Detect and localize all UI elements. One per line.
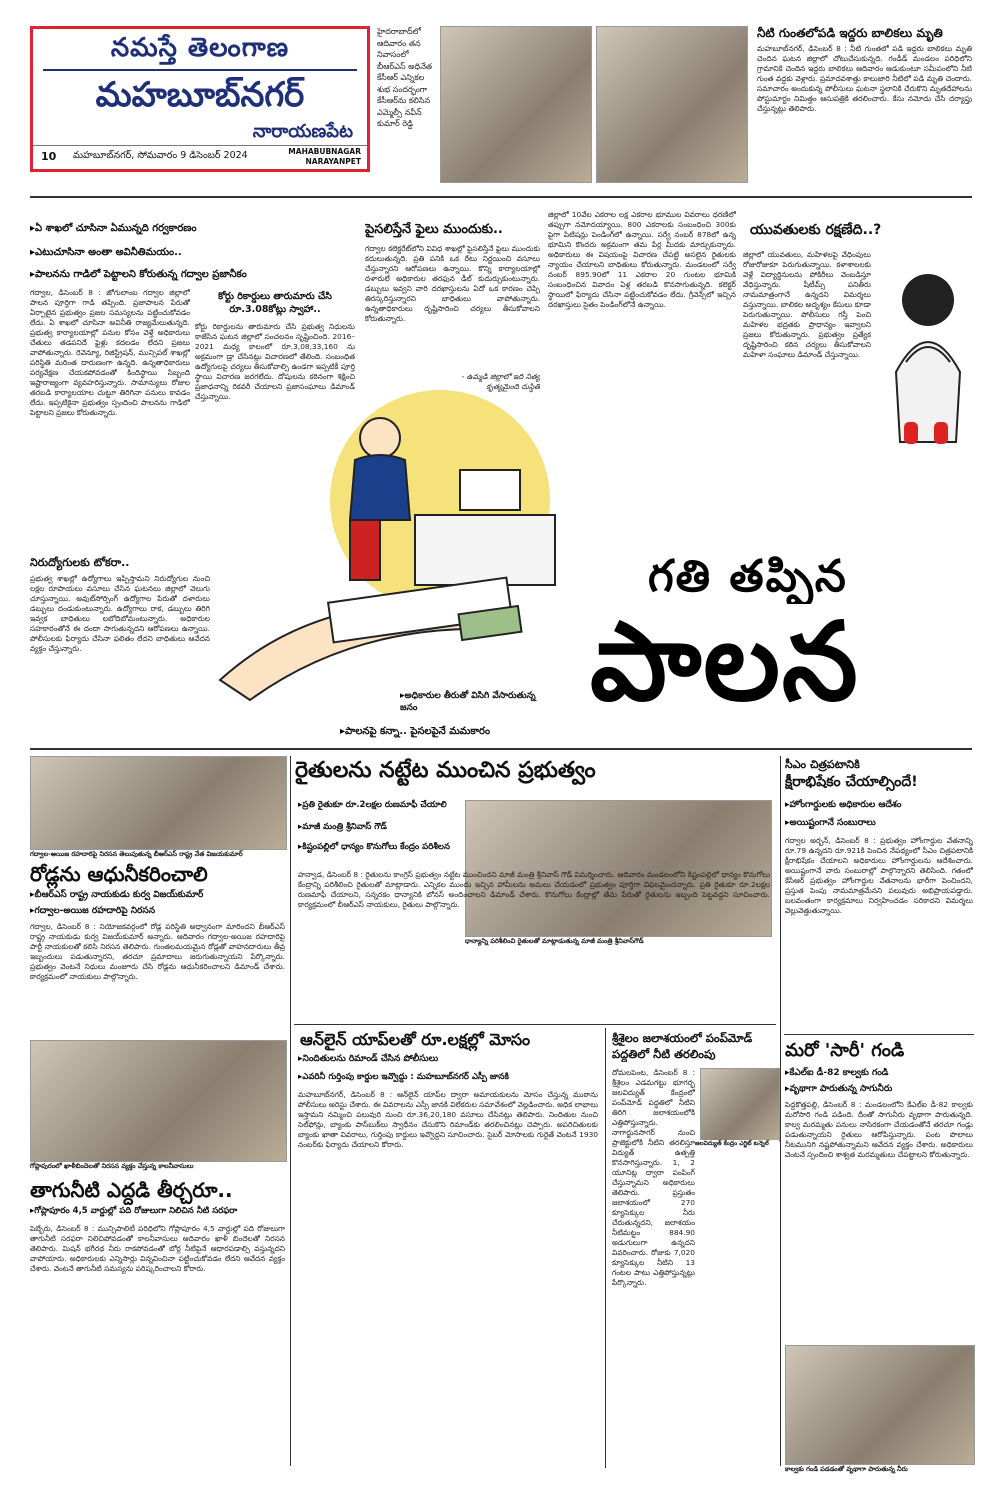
photo-canal-breach bbox=[785, 1345, 975, 1465]
story-farmers-body: హన్వాడ, డిసెంబర్ 8 : రైతులను కాంగ్రెస్ ప్రభుత్వం నట్టేట ముంచిందని మాజీ మంత్రి శ్రీనివాస్ గౌడ్ విమర్శించారు. ఆదివారం మండలంలోని కిష్టంపల్లిలో ధాన్యం కొనుగోలు కేంద్రాన్ని పరిశీలించి రైతులతో మాట్లాడారు. ఎన్నికల ముందు ఇచ్చిన హామీలను అమలు చేయడంలో ప్రభుత్వం పూర్తిగా విఫలమైందన్నారు. ప్రతి రైతుకూ రూ.2లక్షల రుణమాఫీ చేయాలని, సన్నరకం ధాన్యానికి బోనస్ అందించాలని డిమాండ్ చేశారు. కొనుగోలు కేంద్రాల్లో తేమ పేరుతో రైతులను ఇబ్బంది పెట్టవద్దని సూచించారు. కార్యక్రమంలో బీఆర్‌ఎస్ నాయకులు, రైతులు పాల్గొన్నారు. bbox=[298, 870, 770, 909]
story-online-headline: ఆన్‌లైన్ యాప్‌లతో రూ.లక్షల్లో మోసం bbox=[300, 1030, 531, 1049]
story-roads-body: గద్వాల, డిసెంబర్ 8 : నియోజకవర్గంలో రోడ్ల పరిస్థితి అధ్వానంగా మారిందని బీఆర్‌ఎస్ రాష్ట్ర నాయకుడు కుర్వ విజయ్‌కుమార్ అన్నారు. ఆదివారం గద్వాల-అయిజ రహదారిపై పార్టీ నాయకులతో కలిసి నిరసన తెలిపారు. గుంతలమయమైన రోడ్లతో వాహనదారులు తీవ్ర ఇబ్బందులు పడుతున్నారని, తరచూ ప్రమాదాలు జరుగుతున్నాయని పేర్కొన్నారు. ప్రభుత్వం వెంటనే నిధులు మంజూరు చేసి రోడ్లను ఆధునీకరించాలని డిమాండ్ చేశారు. కార్యక్రమంలో నాయకులు పాల్గొన్నారు. bbox=[30, 922, 285, 981]
story-farmers-bullet-3: ▸ కిష్టంపల్లిలో ధాన్యం కొనుగోలు కేంద్రం పరిశీలన bbox=[298, 842, 458, 854]
col1-sub-body: ప్రభుత్వ శాఖల్లో ఉద్యోగాలు ఇప్పిస్తామని నిరుద్యోగుల నుంచి లక్షల రూపాయలు వసూలు చేసిన ఘటనలు జిల్లాలో వెలుగు చూస్తున్నాయి. అవుట్‌సోర్సింగ్ ఉద్యోగాల పేరుతో దళారులు డబ్బులు దండుకుంటున్నారు. ఉద్యోగాలు రాక, డబ్బులు తిరిగి ఇవ్వక బాధితులు లబోదిబోమంటున్నారు. అధికారుల సహకారంతోనే ఈ దందా సాగుతున్నదని ఆరోపణలు ఉన్నాయి. పోలీసులకు ఫిర్యాదు చేసినా ఫలితం లేదని బాధితులు ఆవేదన వ్యక్తం చేస్తున్నారు. bbox=[30, 574, 210, 653]
col5-body: జిల్లాలో యువతులు, మహిళలపై వేధింపులు రోజురోజుకూ పెరుగుతున్నాయి. కళాశాలలకు వెళ్లే విద్యార్థినులను పోకిరీలు వెంబడిస్తూ వేధిస్తున్నారు. షీటీమ్స్ పనితీరు నామమాత్రంగానే ఉన్నదని విమర్శలు వస్తున్నాయి. బాలికల అదృశ్యం కేసులు కూడా పెరుగుతున్నాయి. పోలీసులు గస్తీ పెంచి మహిళల భద్రతకు ప్రాధాన్యం ఇవ్వాలని ప్రజలు కోరుతున్నారు. ప్రభుత్వం ప్రత్యేక దృష్టిసారించి కఠిన చర్యలు తీసుకోవాలని మహిళా సంఘాలు డిమాండ్ చేస్తున్నాయి. bbox=[743, 250, 871, 359]
photo-kcr-meeting-1 bbox=[440, 26, 592, 183]
story-cm-bullet-1: ▸ హోంగార్డులకు అధికారుల ఆదేశం bbox=[785, 800, 975, 812]
story-sari-headline: మరో 'సారీ' గండి bbox=[785, 1040, 905, 1061]
masthead-tag-2: NARAYANPET bbox=[305, 157, 361, 166]
col3-headline: పైసలిస్తేనే ఫైలు ముందుకు.. bbox=[365, 222, 503, 237]
story-farmers-bullet-1: ▸ ప్రతి రైతుకూ రూ.2లక్షల రుణమాఫీ చేయాలి bbox=[298, 800, 458, 812]
story-roads-headline: రోడ్లను ఆధునీకరించాలి bbox=[30, 862, 208, 886]
story-sari-body: పెద్దకొత్తపల్లి, డిసెంబర్ 8 : మండలంలోని కేఎల్‌ఐ డీ-82 కాల్వకు మరోసారి గండి పడింది. దీంతో సాగునీరు వృథాగా పారుతున్నది. కాల్వ మరమ్మతు పనులు నాసిరకంగా చేయడంతోనే తరచూ గండ్లు పడుతున్నాయని రైతులు ఆరోపిస్తున్నారు. పంట పొలాలు నీటమునిగి నష్టపోతున్నామని ఆవేదన వ్యక్తం చేశారు. అధికారులు వెంటనే స్పందించి శాశ్వత మరమ్మతులు చేపట్టాలని కోరుతున్నారు. bbox=[785, 1100, 973, 1159]
story-cm-body: గద్వాల అర్బన్, డిసెంబర్ 8 : ప్రభుత్వం హోంగార్డుల వేతనాన్ని రూ.79 ఉన్నదని రూ.921కి పెంచిన నేపథ్యంలో సీఎం చిత్రపటానికి క్షీరాభిషేకం చేయాలని అధికారులు హోంగార్డులను ఆదేశించారు. అయిష్టంగానే వారు సంబురాల్లో పాల్గొన్నారని తెలిసింది. గతంలో కేసీఆర్ ప్రభుత్వం హోంగార్డుల వేతనాలను భారీగా పెంచిందని, ప్రస్తుత పెంపు నామమాత్రమేనని పలువురు అభిప్రాయపడ్డారు. బలవంతంగా కార్యక్రమాలు నిర్వహించడం సరికాదని విమర్శలు వెల్లువెత్తుతున్నాయి. bbox=[785, 836, 973, 915]
photo-water-protest bbox=[30, 1040, 287, 1162]
story-online-body: మహబూబ్‌నగర్, డిసెంబర్ 8 : ఆన్‌లైన్ యాప్‌ల ద్వారా అమాయకులను మోసం చేస్తున్న ముఠాను పోలీసులు అరెస్టు చేశారు. ఈ వివరాలను ఎస్పీ జానకి విలేకరుల సమావేశంలో వెల్లడించారు. అధిక లాభాలు ఇస్తామని నమ్మించి పలువురి నుంచి రూ.36,20,180 వసూలు చేసినట్లు తెలిపారు. నిందితుల నుంచి సెల్‌ఫోన్లు, బ్యాంకు పాస్‌బుక్‌లు స్వాధీనం చేసుకొని రిమాండ్‌కు తరలించినట్లు చెప్పారు. అపరిచితులకు బ్యాంకు ఖాతా వివరాలు, గుర్తింపు కార్డులు ఇవ్వొద్దని సూచించారు. సైబర్ మోసాలకు గురైతే వెంటనే 1930 నంబర్‌కు ఫిర్యాదు చేయాలని కోరారు. bbox=[298, 1090, 598, 1149]
feature-bullet-2: ▸ పాలనపై కన్నా.. పైసలపైనే మమకారం bbox=[340, 725, 640, 739]
page-number: 10 bbox=[41, 150, 57, 163]
masthead bbox=[30, 26, 370, 172]
story-online-bullet-2: ▸ ఎవరినీ గుర్తింపు కార్డుల ఇవ్వొద్దు : మహబూబ్‌నగర్ ఎస్పీ జానకి bbox=[298, 1072, 598, 1084]
col5-headline: యువతులకు రక్షణేది..? bbox=[750, 222, 882, 238]
feature-illustration bbox=[210, 380, 640, 710]
masthead-edition: మహబూబ్‌నగర్ bbox=[95, 75, 305, 115]
col2-subhead: కోర్టు రికార్డులు తారుమారు చేసి రూ.3.08కోట్లు స్వాహా.. bbox=[218, 291, 332, 315]
story-srisailam-headline: శ్రీశైలం జలాశయంలో పంప్‌మోడ్ పద్ధతిలో నీటి తరలింపు bbox=[612, 1031, 753, 1061]
photo-canal-caption: కాల్వకు గండి పడడంతో వృథాగా పారుతున్న నీరు bbox=[785, 1465, 973, 1475]
col1-body: గద్వాల, డిసెంబర్ 8 : జోగులాంబ గద్వాల జిల్లాలో పాలన పూర్తిగా గాడి తప్పింది. ప్రజాపాలన పేరుతో ఏర్పాటైన ప్రభుత్వం ప్రజల సమస్యలను పట్టించుకోవడం లేదు. ఏ శాఖలో చూసినా అవినీతి రాజ్యమేలుతున్నది. ప్రభుత్వ కార్యాలయాల్లో పనుల కోసం వెళ్తే అధికారులు చేతులు తడపనిదే ఫైళ్లు కదలడం లేదని ప్రజలు వాపోతున్నారు. రెవెన్యూ, రిజిస్ట్రేషన్, మున్సిపల్ శాఖల్లో పరిస్థితి మరింత దారుణంగా ఉన్నది. ఉన్నతాధికారులు పర్యవేక్షణ చేయకపోవడంతో కిందిస్థాయి సిబ్బంది ఇష్టారాజ్యంగా వ్యవహరిస్తున్నారు. సామాన్యులు రోజుల తరబడి కార్యాలయాల చుట్టూ తిరిగినా పనులు కావడం లేదు. ఇప్పటికైనా ప్రభుత్వం స్పందించి పాలనను గాడిలో పెట్టాలని ప్రజలు కోరుతున్నారు. bbox=[30, 288, 190, 417]
photo-roads-caption: గద్వాల-అయిజ రహదారిపై నిరసన తెలుపుతున్న బీఆర్‌ఎస్ రాష్ట్ర నేత విజయకుమార్ bbox=[30, 850, 285, 860]
story-cm-headline-1: సీఎం చిత్రపటానికి bbox=[785, 758, 860, 771]
story-roads-bullet-1: ▸ బీఆర్‌ఎస్ రాష్ట్ర నాయకుడు కుర్వ విజయ్‌కుమార్ bbox=[30, 890, 290, 902]
story-top-right-headline: నీటి గుంతలోపడి ఇద్దరు బాలికలు మృతి bbox=[757, 26, 943, 40]
feature-title-big: పాలన bbox=[590, 600, 860, 725]
top-photo-caption: హైదరాబాద్‌లో ఆదివారం తన నివాసంలో బీఆర్‌ఎస్ అధినేత కేసీఆర్ ఎన్నికల శుభ సందర్భంగా కేసీఆర్‌ను కలిసిన ఎమ్మెల్సీ నవీన్ కుమార్ రెడ్డి bbox=[377, 27, 433, 128]
story-cm-bullet-2: ▸ అయిష్టంగానే సంబురాలు bbox=[785, 818, 975, 830]
photo-roads-protest bbox=[30, 756, 287, 850]
col3-body: గద్వాల కలెక్టరేట్‌లోని వివిధ శాఖల్లో పైసలిస్తేనే ఫైలు ముందుకు కదులుతున్నది. ప్రతి పనికి ఒక రేటు నిర్ణయించి వసూలు చేస్తున్నారని ఆరోపణలు ఉన్నాయి. కొన్ని కార్యాలయాల్లో దళారులే అధికారుల తరఫున డీల్ కుదుర్చుకుంటున్నారు. డబ్బులు ఇవ్వని వారి దరఖాస్తులను ఏదో ఒక కారణం చెప్పి తిరస్కరిస్తున్నారని బాధితులు వాపోతున్నారు. ఉన్నతాధికారులు దృష్టిసారించి చర్యలు తీసుకోవాలని కోరుతున్నారు. bbox=[365, 244, 540, 323]
story-roads-bullet-2: ▸ గద్వాల-అయిజ రహదారిపై నిరసన bbox=[30, 906, 290, 918]
col1-bullet-2: ▸ ఎటుచూసినా అంతా అవినీతిమయం.. bbox=[30, 246, 290, 260]
story-farmers-bullet-2: ▸ మాజీ మంత్రి శ్రీనివాస్ గౌడ్ bbox=[298, 822, 458, 834]
feature-bullet-1: ▸ అధికారుల తీరుతో విసిగి వేసారుతున్న జనం bbox=[400, 690, 550, 714]
dateline: మహబూబ్‌నగర్, సోమవారం 9 డిసెంబర్ 2024 bbox=[73, 150, 248, 161]
masthead-brand: నమస్తే తెలంగాణ bbox=[110, 33, 290, 63]
photo-kcr-meeting-2 bbox=[596, 26, 748, 183]
feature-title-small: గతి తప్పిన bbox=[648, 551, 848, 602]
masthead-tag-1: MAHABUBNAGAR bbox=[288, 147, 361, 156]
story-water-headline: తాగునీటి ఎద్దడి తీర్చరూ.. bbox=[30, 1178, 233, 1202]
story-top-right-body: మహబూబ్‌నగర్, డిసెంబర్ 8 : నీటి గుంతలో పడి ఇద్దరు బాలికలు మృతి చెందిన ఘటన జిల్లాలో చోటుచేసుకున్నది. గండీడ్ మండలం పరిధిలోని గ్రామానికి చెందిన ఇద్దరు బాలికలు ఆదివారం ఆడుకుంటూ సమీపంలోని నీటి గుంత వద్దకు వెళ్లారు. ప్రమాదవశాత్తు కాలుజారి నీటిలో పడి మృతి చెందారు. సమాచారం అందుకున్న పోలీసులు ఘటనా స్థలానికి చేరుకొని మృతదేహాలను పోస్టుమార్టం నిమిత్తం ఆసుపత్రికి తరలించారు. కేసు నమోదు చేసి దర్యాప్తు చేస్తున్నట్లు తెలిపారు. bbox=[757, 44, 972, 113]
col1-bullet-1: ▸ ఏ శాఖలో చూసినా ఏమున్నది గర్వకారణం bbox=[30, 222, 290, 236]
masthead-sub-edition: నారాయణపేట bbox=[252, 121, 353, 142]
story-sari-bullet-2: ▸ వృథాగా పారుతున్న సాగునీరు bbox=[785, 1084, 975, 1096]
col3-credit: - ఉమ్మడి జిల్లాలో ఇది నిత్య కృత్యమైంది దుస్థితి bbox=[461, 372, 540, 391]
story-sari-bullet-1: ▸ కేఎల్‌ఐ డీ-82 కాల్వకు గండి bbox=[785, 1068, 975, 1080]
story-farmers-headline: రైతులను నట్టేట ముంచిన ప్రభుత్వం bbox=[295, 758, 596, 783]
photo-farmers-caption: ధాన్యాన్ని పరిశీలించి రైతులతో మాట్లాడుతున్న మాజీ మంత్రి శ్రీనివాస్‌గౌడ్ bbox=[465, 937, 770, 947]
story-cm-headline-2: క్షీరాభిషేకం చేయాల్సిందే! bbox=[785, 774, 918, 790]
sad-girl-illustration bbox=[876, 252, 972, 452]
photo-srisailam-caption: జలవిద్యుత్ కేంద్రం ఎగ్జిట్ టన్నెల్ bbox=[695, 1140, 779, 1148]
col1-bullet-3: ▸ పాలనను గాడిలో పెట్టాలని కోరుతున్న గద్వాల ప్రజానీకం bbox=[30, 268, 360, 282]
story-srisailam-body: దోమలపెంట, డిసెంబర్ 8 : శ్రీశైలం ఎడమగట్టు భూగర్భ జలవిద్యుత్ కేంద్రంలో పంప్‌మోడ్ పద్ధతిలో నీటిని తిరిగి జలాశయంలోకి ఎత్తిపోస్తున్నారు. నాగార్జునసాగర్ నుంచి ప్రాజెక్టులోకి నీటిని తరలిస్తూ విద్యుత్ ఉత్పత్తి కొనసాగిస్తున్నారు. 1, 2 యూనిట్ల ద్వారా పంపింగ్ చేస్తున్నామని అధికారులు తెలిపారు. ప్రస్తుతం జలాశయంలో 270 క్యూసెక్కుల నీరు చేరుతున్నదని, జలాశయం నీటిమట్టం 884.90 అడుగులుగా ఉన్నదని వివరించారు. రోజుకు 7,020 క్యూసెక్కుల నీటిని 13 గంటల పాటు ఎత్తిపోస్తున్నట్లు పేర్కొన్నారు. bbox=[612, 1068, 695, 1287]
col2-body: కోర్టు రికార్డులను తారుమారు చేసి ప్రభుత్వ నిధులను కాజేసిన ఘటన జిల్లాలో సంచలనం సృష్టించింది. 2016–2021 మధ్య కాలంలో రూ.3,08,33,160 ను అక్రమంగా డ్రా చేసినట్లు విచారణలో తేలింది. సంబంధిత ఉద్యోగులపై చర్యలు తీసుకోవాల్సి ఉండగా ఇప్పటికీ పూర్తి స్థాయి విచారణ జరగలేదు. దోషులను కఠినంగా శిక్షించి ప్రజాధనాన్ని రికవరీ చేయాలని ప్రజాసంఘాలు డిమాండ్ చేస్తున్నాయి. bbox=[195, 322, 355, 401]
photo-srisailam bbox=[700, 1068, 780, 1142]
story-water-bullet: ▸ గోప్లాపూరం 4,5 వార్డుల్లో పది రోజులుగా నిలిచిన నీటి సరఫరా bbox=[30, 1206, 290, 1218]
col4-body: జిల్లాలో 10వేల ఎకరాల లక్ష ఎకరాల భూముల వివరాలు ధరణిలో తప్పుగా నమోదయ్యాయి. 800 ఎకరాలకు సంబంధించి 300కు పైగా పిటిషన్లు పెండింగ్‌లో ఉన్నాయి. సర్వే నంబర్ 878లో ఉన్న భూమిని కొందరు అక్రమంగా తమ పేర్ల మీదకు మార్చుకున్నారు. అధికారులు ఈ విషయంపై విచారణ చేపట్టి అసలైన రైతులకు న్యాయం చేయాలని బాధితులు కోరుతున్నారు. మండలంలో సర్వే నంబర్ 895.90లో 11 ఎకరాల 20 గుంటల భూమికి సంబంధించిన వివాదం ఏళ్ల తరబడి కొనసాగుతున్నది. కలెక్టర్ స్థాయిలో ఫిర్యాదు చేసినా పట్టించుకోవడం లేదు. గ్రీవెన్స్‌లో ఇచ్చిన దరఖాస్తులు సైతం పెండింగ్‌లోనే ఉన్నాయి. bbox=[548, 210, 736, 309]
photo-water-caption: గోప్లాపురంలో ఖాళీబిందెలతో నిరసన వ్యక్తం చేస్తున్న కాలనీవాసులు bbox=[30, 1162, 285, 1172]
story-water-body: పెబ్బేరు, డిసెంబర్ 8 : మున్సిపాలిటీ పరిధిలోని గోప్లాపూరం 4,5 వార్డుల్లో పది రోజులుగా తాగునీటి సరఫరా నిలిచిపోవడంతో కాలనీవాసులు ఆదివారం ఖాళీ బిందెలతో నిరసన తెలిపారు. మిషన్ భగీరథ నీరు రాకపోవడంతో బోర్ల నీటిపైనే ఆధారపడాల్సి వస్తున్నదని వాపోయారు. అధికారులకు ఎన్నిసార్లు విన్నవించినా పట్టించుకోవడం లేదని ఆవేదన వ్యక్తం చేశారు. వెంటనే తాగునీటి సమస్యను పరిష్కరించాలని కోరారు. bbox=[30, 1224, 285, 1273]
story-online-bullet-1: ▸ నిందితులను రిమాండ్ చేసిన పోలీసులు bbox=[298, 1054, 598, 1066]
col1-sub-headline: నిరుద్యోగులకు టోకరా.. bbox=[30, 556, 130, 569]
